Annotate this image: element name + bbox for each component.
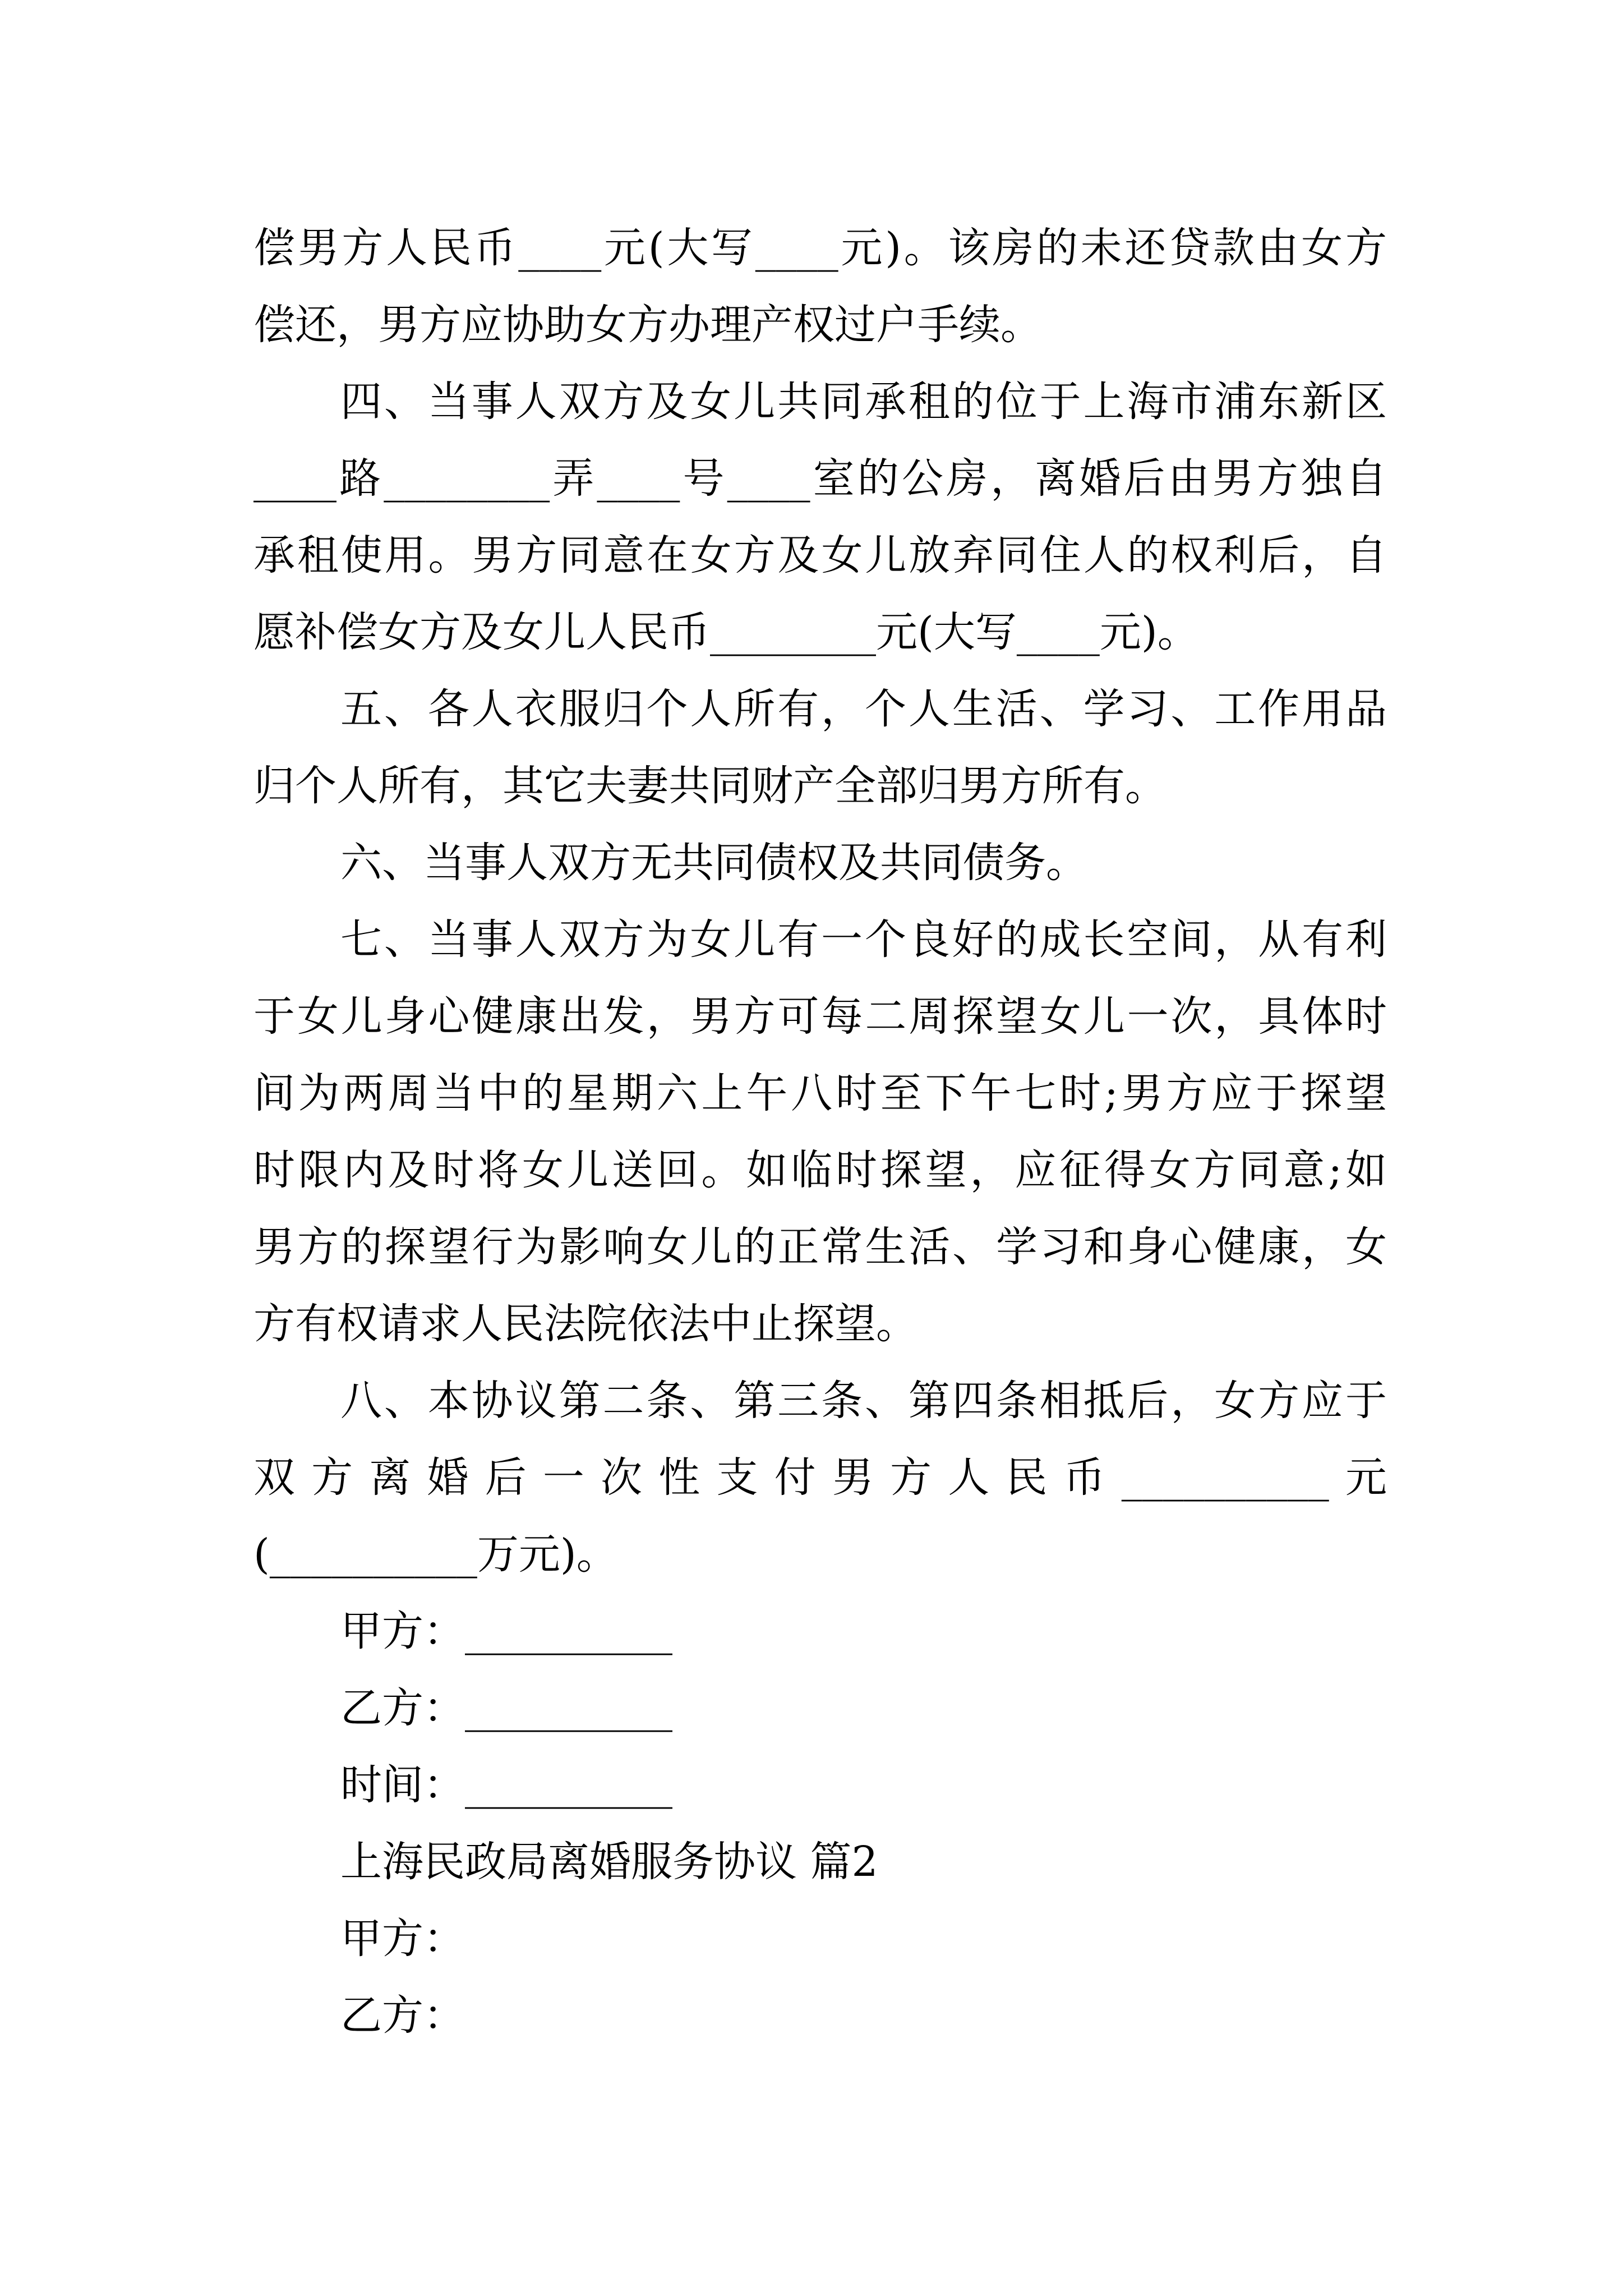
- text-line: 五、各人衣服归个人所有，个人生活、学习、工作用品: [340, 685, 1387, 733]
- clause-seven: [253, 901, 1387, 1363]
- text-line: 归个人所有，其它夫妻共同财产全部归男方所有。: [253, 762, 1166, 810]
- clause-six: [253, 825, 1387, 901]
- text-line: 双方离婚后一次性支付男方人民币__________元: [253, 1453, 1387, 1502]
- signature-blank: __________: [465, 1761, 672, 1809]
- signature-date: [253, 1747, 1387, 1824]
- party-b-label: 乙方：: [340, 1991, 465, 2040]
- text-line: 男方的探望行为影响女儿的正常生活、学习和身心健康，女: [253, 1223, 1387, 1271]
- signature-label: 乙方：: [340, 1684, 465, 1732]
- section-heading: 上海民政局离婚服务协议 篇2: [340, 1838, 878, 1886]
- text-line: 间为两周当中的星期六上午八时至下午七时;男方应于探望: [253, 1069, 1387, 1117]
- signature-party-b: [253, 1670, 1387, 1747]
- text-line: (__________万元)。: [253, 1530, 618, 1579]
- document-body: [253, 210, 1387, 2054]
- text-line: 偿还，男方应协助女方办理产权过户手续。: [253, 301, 1042, 349]
- text-line: ____路________弄____号____室的公房，离婚后由男方独自: [253, 454, 1387, 503]
- text-line: 方有权请求人民法院依法中止探望。: [253, 1300, 917, 1348]
- text-line: 承租使用。男方同意在女方及女儿放弃同住人的权利后，自: [253, 531, 1387, 579]
- signature-block: [253, 1593, 1387, 1824]
- text-line: 七、当事人双方为女儿有一个良好的成长空间，从有利: [340, 915, 1387, 964]
- clause-four: [253, 364, 1387, 671]
- paragraph-continued: [253, 210, 1387, 364]
- text-line: 六、当事人双方无共同债权及共同债务。: [340, 839, 1087, 887]
- text-line: 四、当事人双方及女儿共同承租的位于上海市浦东新区: [340, 378, 1387, 426]
- signature-party-a: [253, 1593, 1387, 1670]
- signature-blank: __________: [465, 1607, 672, 1655]
- clause-eight: [253, 1363, 1387, 1593]
- next-section-parties: [253, 1901, 1387, 2054]
- signature-blank: __________: [465, 1684, 672, 1732]
- text-line: 愿补偿女方及女儿人民币________元(大写____元)。: [253, 608, 1199, 656]
- party-a-label: 甲方：: [340, 1915, 465, 1963]
- text-line: 于女儿身心健康出发，男方可每二周探望女儿一次，具体时: [253, 992, 1387, 1041]
- clause-five: [253, 671, 1387, 825]
- text-line: 时限内及时将女儿送回。如临时探望，应征得女方同意;如: [253, 1146, 1387, 1194]
- signature-label: 时间：: [340, 1761, 465, 1809]
- text-line: 八、本协议第二条、第三条、第四条相抵后，女方应于: [340, 1377, 1387, 1425]
- signature-label: 甲方：: [340, 1607, 465, 1655]
- text-line: 偿男方人民币____元(大写____元)。该房的未还贷款由女方: [253, 224, 1387, 272]
